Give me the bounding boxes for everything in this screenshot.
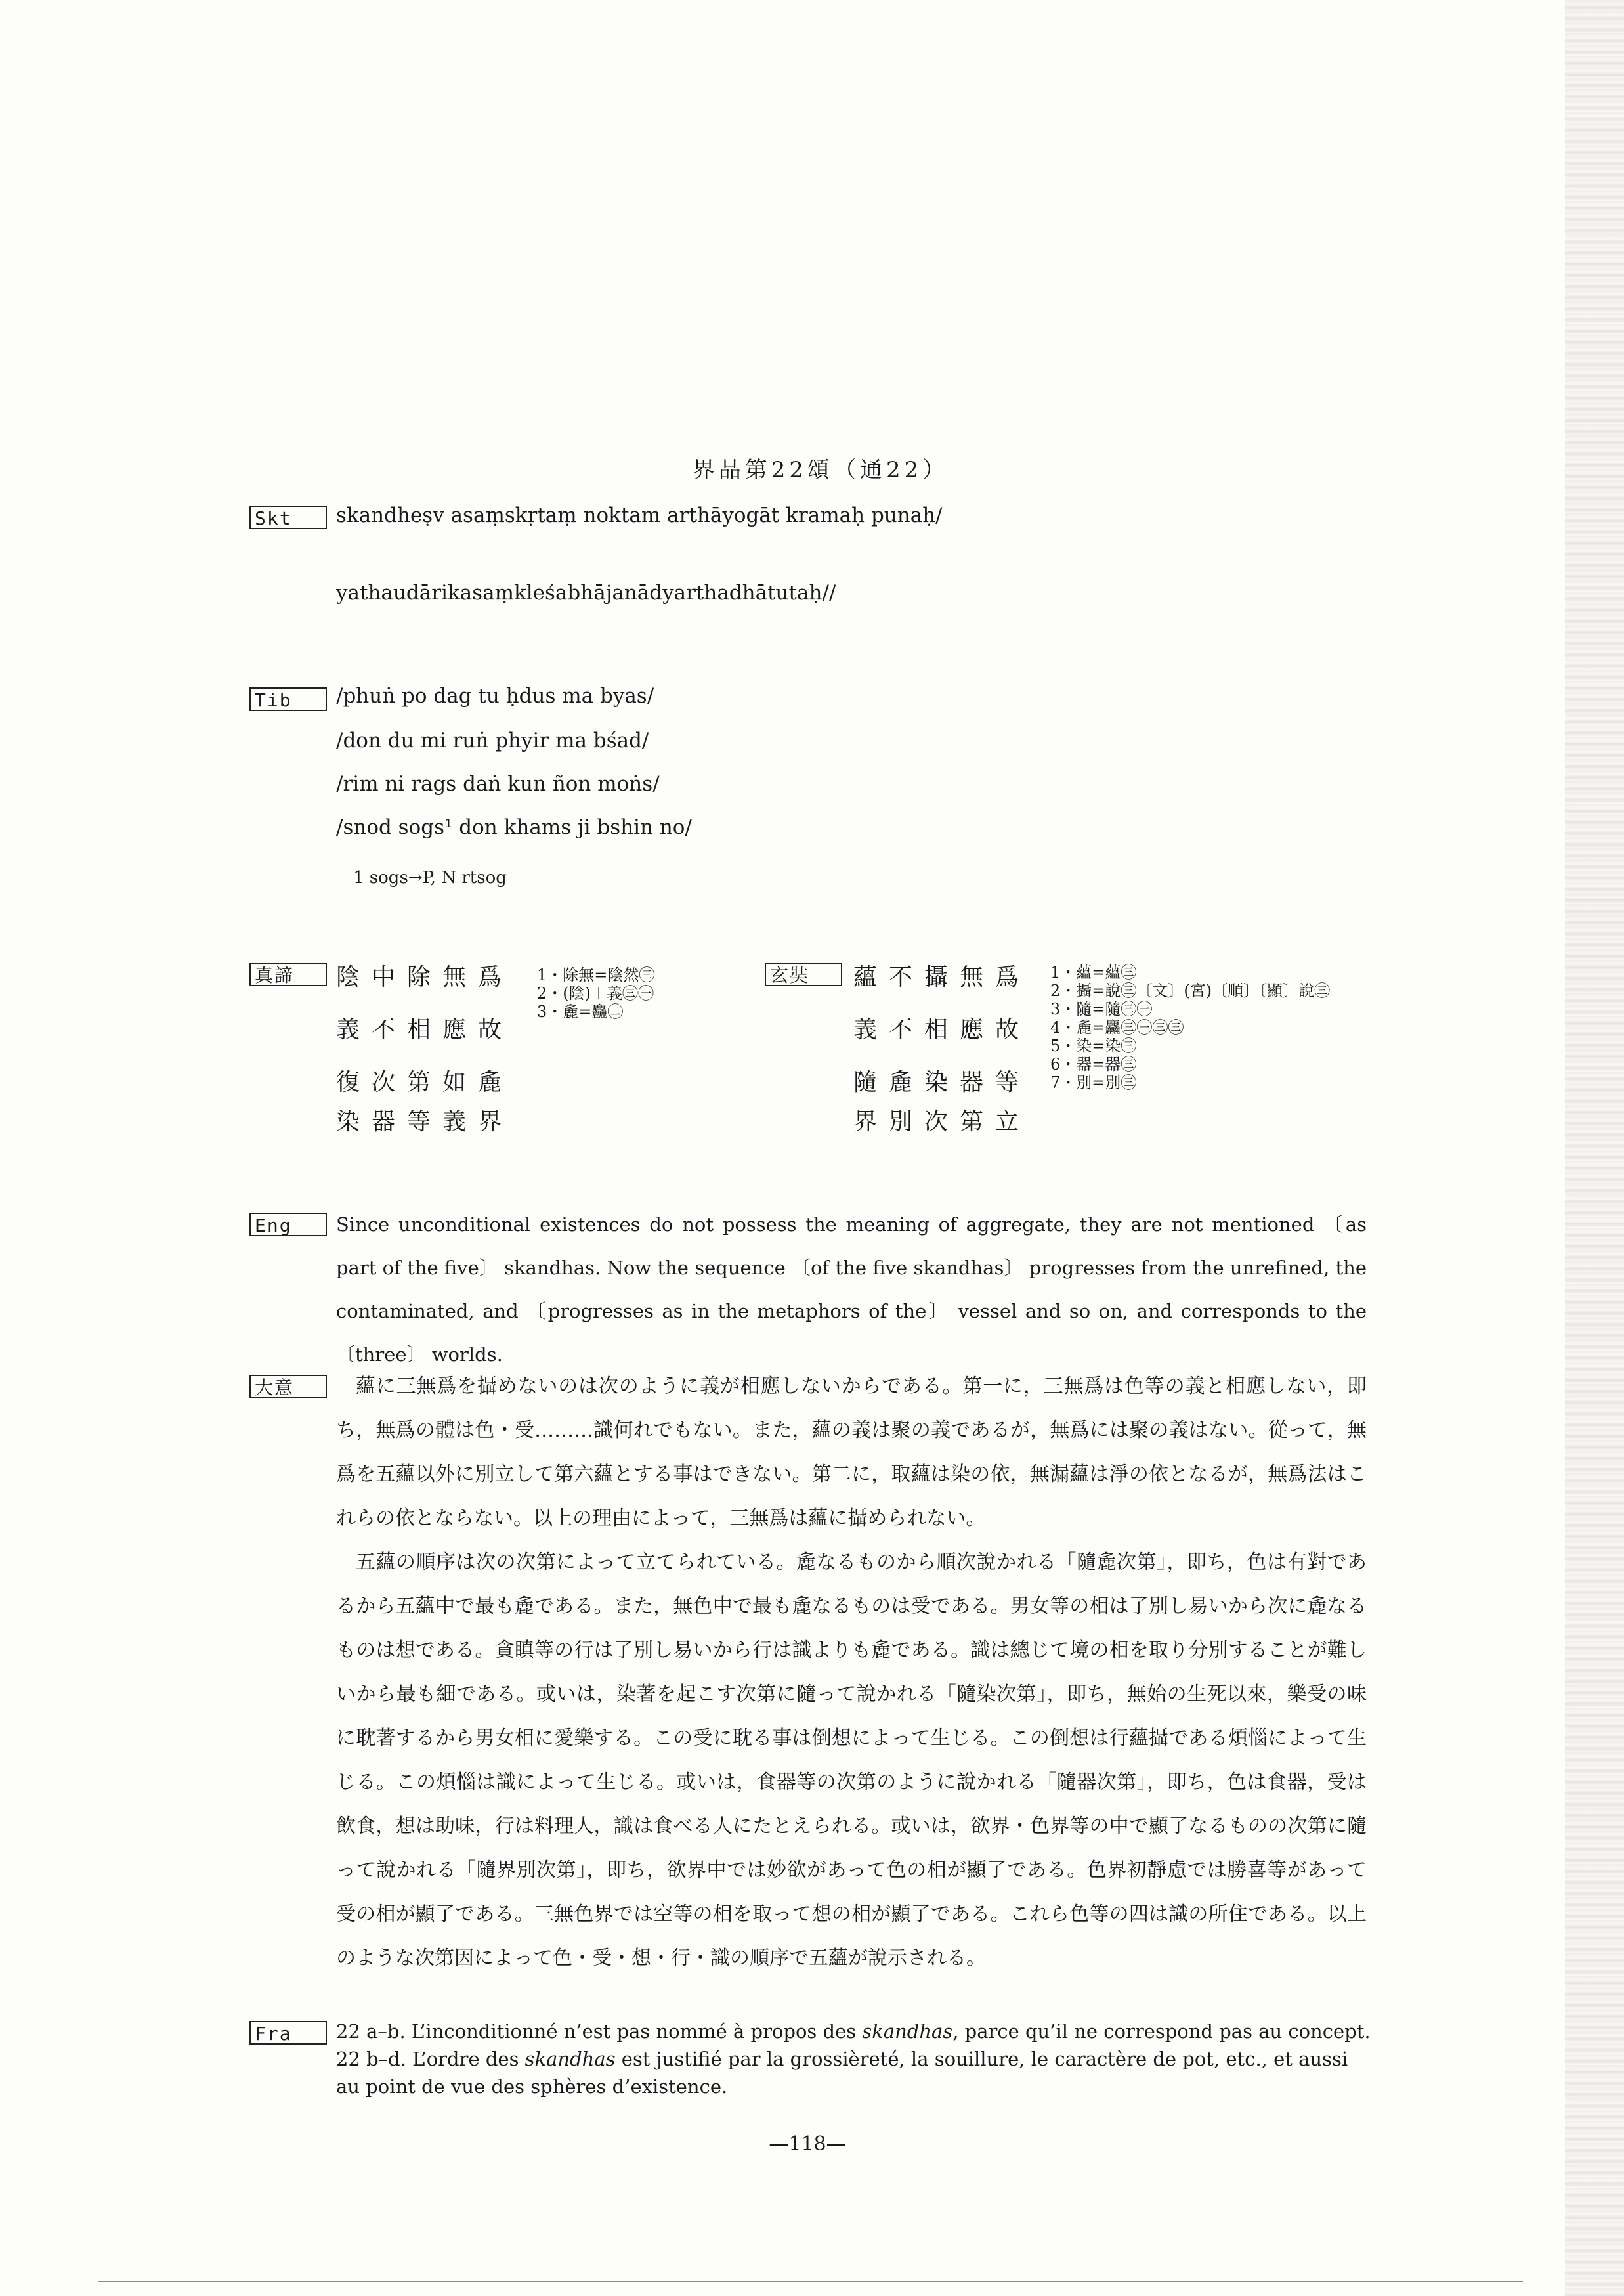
jp-paragraph-2: 五蘊の順序は次の次第によって立てられている。麁なるものから順次說かれる「隨麁次第」，即ち，色は有對であるから五蘊中で最も麁である。また，無色中で最も麁なるものは受である。男女等の相は了別し易いから次に麁なるものは想である。貪瞋等の行は了別し易いから行は識よりも麁である。識は總じて境の相を取り分別することが難しいから最も細である。或いは，染著を起こす次第に隨って說かれる「隨染次第」，即ち，無始の生死以來，樂受の味に耽著するから男女相に愛樂する。この受に耽る事は倒想によって生じる。この倒想は行蘊攝である煩惱によって生じる。この煩惱は識によって生じる。或いは，食器等の次第のように說かれる「隨器次第」，即ち，色は食器，受は飲食，想は助味，行は料理人，識は食べる人にたとえられる。或いは，欲界・色界等の中で顯了なるものの次第に隨って說かれる「隨界別次第」，即ち，欲界中では妙欲があって色の相が顯了である。色界初靜慮では勝喜等があって受の相が顯了である。三無色界では空等の相を取って想の相が顯了である。これら色等の四は識の所住である。以上のような次第因によって色・受・想・行・識の順序で五蘊が說示される。 <box>336 1551 1367 1970</box>
xuan-note-3: 3・隨=隨㊂㊀ <box>1050 1000 1153 1018</box>
xuan-verse-3: 隨麁染器等 <box>853 1069 1031 1096</box>
fra-tag: Fra <box>249 2021 327 2045</box>
xuan-verse-2: 義不相應故 <box>853 1016 1031 1043</box>
xuan-note-1: 1・蘊=蘊㊂ <box>1050 963 1137 982</box>
eng-tag: Eng <box>249 1213 327 1236</box>
skt-line-1: skandheṣv asaṃskṛtaṃ noktam arthāyogāt kramaḥ punaḥ/ <box>336 504 943 527</box>
zhen-tag: 真諦 <box>249 963 327 986</box>
skt-line-2: yathaudārikasaṃkleśabhājanādyarthadhātutaḥ// <box>336 581 836 605</box>
zhen-verse-3: 復次第如麁 <box>336 1069 514 1096</box>
zhen-verse-1: 陰中除無爲 <box>336 964 514 991</box>
zhen-note-1: 1・除無=陰然㊂ <box>537 966 655 984</box>
tib-line-1: /phuṅ po dag tu ḥdus ma byas/ <box>336 684 654 708</box>
xuan-note-4: 4・麁=麤㊂㊀㊂㊂ <box>1050 1018 1184 1037</box>
fra-translation <box>336 2018 1373 2100</box>
jp-tag: 大意 <box>249 1375 327 1398</box>
eng-translation: Since unconditional existences do not possess the meaning of aggregate, they are not mentioned 〔as part of the five〕 skandhas. Now the sequence 〔of the five skandhas〕 progresses from the unrefined, the contaminated, and 〔progresses as in the metaphors of the〕 vessel and so on, and corresponds to the 〔three〕 worlds. <box>336 1213 1367 1366</box>
tib-footnote: 1 sogs→P, N rtsog <box>353 868 507 888</box>
tib-line-2: /don du mi ruṅ phyir ma bśad/ <box>336 729 649 752</box>
xuan-note-5: 5・染=染㊂ <box>1050 1037 1137 1055</box>
page-number: —118— <box>769 2133 846 2155</box>
xuan-note-2: 2・攝=說㊂〔文〕(宮)〔順〕〔顯〕說㊂ <box>1050 982 1331 1000</box>
skt-tag: Skt <box>249 506 327 529</box>
xuan-note-7: 7・別=別㊂ <box>1050 1073 1137 1092</box>
fra-line-1: 22 a–b. L’inconditionné n’est pas nommé à propos des skandhas, parce qu’il ne correspond pas au concept. <box>336 2020 1371 2043</box>
page-title: 界品第22頌（通22） <box>692 457 949 483</box>
zhen-note-2: 2・(陰)＋義㊂㊀ <box>537 984 654 1003</box>
jp-summary <box>336 1364 1367 1980</box>
scan-edge <box>1565 0 1624 2296</box>
tib-line-4: /snod sogs¹ don khams ji bshin no/ <box>336 815 692 839</box>
bottom-rule <box>98 2281 1523 2282</box>
zhen-verse-2: 義不相應故 <box>336 1016 514 1043</box>
tib-tag: Tib <box>249 687 327 711</box>
xuan-tag: 玄奘 <box>765 963 842 986</box>
tib-line-3: /rim ni rags daṅ kun ñon moṅs/ <box>336 772 660 796</box>
jp-paragraph-1: 蘊に三無爲を攝めないのは次のように義が相應しないからである。第一に，三無爲は色等の義と相應しない，即ち，無爲の體は色・受………識何れでもない。また，蘊の義は聚の義であるが，無爲には聚の義はない。從って，無爲を五蘊以外に別立して第六蘊とする事はできない。第二に，取蘊は染の依，無漏蘊は淨の依となるが，無爲法はこれらの依とならない。以上の理由によって，三無爲は蘊に攝められない。 <box>336 1375 1367 1530</box>
xuan-verse-4: 界別次第立 <box>853 1108 1031 1135</box>
zhen-verse-4: 染器等義界 <box>336 1108 514 1135</box>
xuan-note-6: 6・器=器㊂ <box>1050 1055 1137 1073</box>
fra-line-2: 22 b–d. L’ordre des skandhas est justifié par la grossièreté, la souillure, le caractère de pot, etc., et aussi au point de vue des sphères d’existence. <box>336 2048 1348 2098</box>
zhen-note-3: 3・麁=麤㊁ <box>537 1003 624 1021</box>
xuan-verse-1: 蘊不攝無爲 <box>853 964 1031 991</box>
